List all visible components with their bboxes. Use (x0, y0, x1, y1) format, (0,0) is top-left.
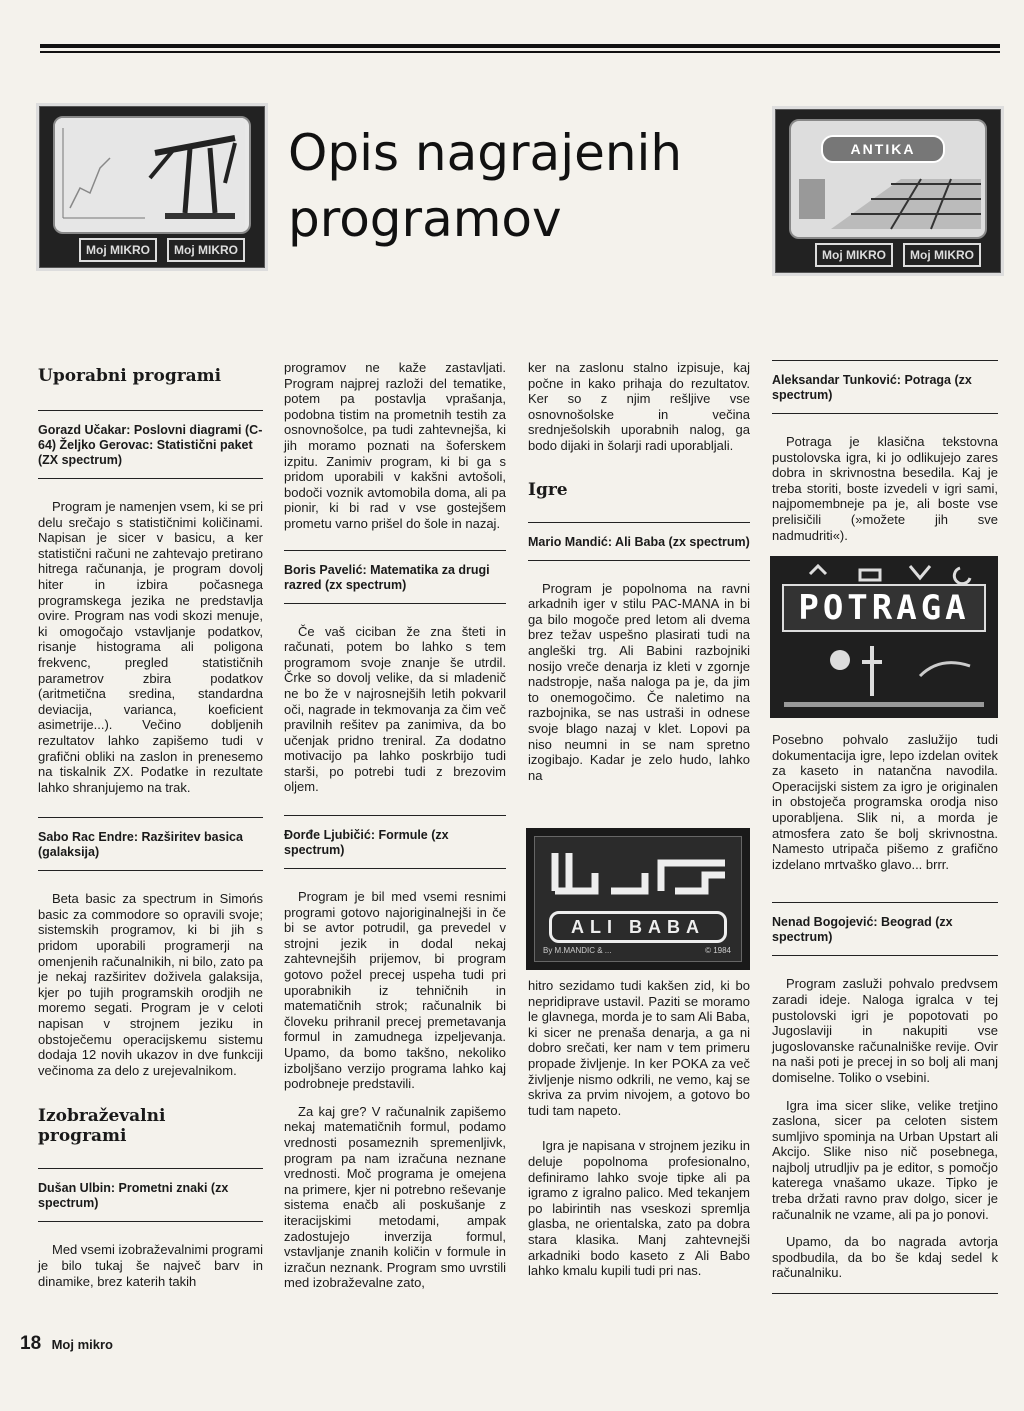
moj-mikro-logo: Moj MIKRO (79, 238, 157, 262)
divider (772, 1293, 998, 1294)
article-author: Aleksandar Tunković: Potraga (zx spectrum) (772, 360, 998, 414)
page-title (288, 120, 682, 252)
page-footer (20, 1333, 113, 1355)
column-4-lower (772, 732, 998, 1294)
magazine-name: Moj mikro (51, 1337, 113, 1352)
article-author: Nenad Bogojević: Beograd (zx spectrum) (772, 902, 998, 956)
column-4 (772, 360, 998, 555)
article-text: Upamo, da bo nagrada avtorja spodbudila, da bo še kdaj sedel k računalniku. (772, 1234, 998, 1281)
robot-graphic (55, 118, 245, 230)
column-3-lower (528, 978, 750, 1291)
arabic-logo-graphic (535, 843, 741, 903)
potraga-graphic (770, 556, 998, 718)
article-text: Beta basic za spectrum in Simońs basic za commodore so opravili svoje; sistemskih programov, ki bi jih s pridom uporabili programerji na omenjenih računalnikih, ni bilo, zato pa je nekaj razširitev doživela galaksija, kjer po tujih programskih orodjih ne moremo segati. Program je v celoti napisan v strojnem jeziku in obstoječemu operacijskemu sistemu dodaja 12 novih ukazov in dve funkciji večinoma za delo z urejevalnikom. (38, 891, 263, 1078)
article-text: Program je bil med vsemi resnimi programi gotovo najoriginalnejši in če bi se avtor potrudil, ga prevedel v strojni jezik in dodal nekaj zahtevnejših prijemov, bi program gotovo požel precej uspeha tudi pri uporabnikih iz tehničnih in matematičnih strok; računalnik bi človeku prihranil precej premetavanja formul in zamudnega izpeljevanja. Upamo, da bomo takšno, nekoliko izboljšano verzijo programa lahko kaj podrobneje predstavili. (284, 889, 506, 1092)
article-text: Za kaj gre? V računalnik zapišemo nekaj matematičnih formul, podamo vrednosti posameznih spremenljivk, program pa nam izračuna neznane vrednosti. Moč programa je omejena na primere, kjer ni potrebno reševanje sistema enačb ali poskušanje z iteracijskimi metodami, ampak zadostujejo inverzija formul, vstavljanje znanih količin v formule in izračun neznank. Program smo uvrstili med izobraževalne zato, (284, 1103, 506, 1291)
article-text: Program zasluži pohvalo predvsem zaradi ideje. Naloga igralca v tej pustolovski igri je popotovati po Jugoslaviji in nakupiti vse jugoslovanske računalniške revije. Ovir na naši poti je precej in so bolj ali manj domiselne. Toliko o vsebini. (772, 976, 998, 1085)
column-3 (528, 360, 750, 795)
top-rule (40, 44, 1000, 48)
article-author: Dušan Ulbin: Prometni znaki (zx spectrum) (38, 1168, 263, 1222)
right-screen (789, 119, 987, 239)
column-1 (38, 366, 263, 1301)
article-author: Sabo Rac Endre: Razširitev basica (galaksija) (38, 817, 263, 871)
article-text: ker na zaslonu stalno izpisuje, kaj počne in kako prihaja do rezultatov. Ker so z njim rešljive vse osnovnošolske in večina srednješolskih uporabnih nalog, ga bodo dijaki in šolarji radi uporabljali. (528, 360, 750, 453)
article-text: Posebno pohvalo zaslužijo tudi dokumentacija igre, lepo izdelan ovitek za kaseto in natančna navodila. Operacijski sistem za igro je originalen in obstoječa programska orodja niso uporabljena. Slik ni, a morda je atmosfera zato še bolj skrivnostna. Namesto utripača pišemo z grafično izdelano mrtvaško glavo... brrr. (772, 732, 998, 872)
ali-baba-title: ALI BABA (549, 911, 727, 943)
moj-mikro-logo: Moj MIKRO (815, 243, 893, 267)
article-text: programov ne kaže zastavljati. Program najprej razloži del tematike, potem pa postavlja vprašanja, podobna tistim na prometnih testih za osnovnošolce, pa tudi zahtevnejša, ki jih moramo poznati na šoferskem izpitu. Zanimiv program, ki bi ga s pridom uporabili v kakšni avtošoli, bodoči voznik avtomobila doma, ali pa pionir, ki bi rad v vse gostejšem prometu varno prišel do šole in nazaj. (284, 360, 506, 531)
article-text: Potraga je klasična tekstovna pustolovska igra, ki jo odlikujejo zares dobra in skrivnostna besedila. Kaj je treba storiti, boste izvedeli v igri sami, najpomembneje pa je, ali boste vse prelisičili (»možete jih sve nadmudriti«). (772, 434, 998, 543)
left-screenshot (36, 103, 268, 271)
chess-graphic (791, 169, 981, 239)
article-author: Đorđe Ljubičić: Formule (zx spectrum) (284, 815, 506, 869)
right-screenshot (772, 106, 1004, 276)
moj-mikro-logo: Moj MIKRO (903, 243, 981, 267)
left-screen (53, 116, 251, 234)
antika-banner: ANTIKA (821, 135, 945, 163)
section-heading: Izobraževalni programi (38, 1106, 166, 1147)
section-heading: Igre (528, 479, 568, 500)
column-2 (284, 360, 506, 1303)
page-number: 18 (20, 1333, 42, 1354)
article-text: Če vaš ciciban že zna šteti in računati, potem bo lahko s tem programom svoje znanje še utrdil. Črke so dovolj velike, da si mladenič ne bo že v najrosnejših letih pokvaril oči, nagrade in tekmovanja za čim več pravilnih rešitev pa zanimiva, da bo učenjak pridno treniral. Za dodatno motivacijo pa lahko poskrbijo tudi starši, po potrebi tudi z brezovim oljem. (284, 623, 506, 795)
article-author: Mario Mandić: Ali Baba (zx spectrum) (528, 522, 750, 561)
title-line-2: programov (288, 190, 562, 248)
article-text: Igra je napisana v strojnem jeziku in deluje popolnoma profesionalno, definiramo lahko svoje tipke ali pa igramo z igralno palico. Med tekanjem po labirintih nas vseskozi spremlja glasba, ne orientalska, zato pa dobra stara klasika. Manj zahtevnejši arkadniki bodo kaseto z Ali Babo lahko kmalu kupili tudi pri nas. (528, 1138, 750, 1279)
title-line-1: Opis nagrajenih (288, 124, 683, 182)
ali-baba-screen (534, 836, 742, 962)
moj-mikro-logo: Moj MIKRO (167, 238, 245, 262)
article-text: Program je namenjen vsem, ki se pri delu srečajo s statističnimi količinami. Napisan je sicer v basicu, a ker statistični računi ne zahtevajo pretirano hitrega računanja, je program dovolj hiter in izbira počasnega programskega jezika ne predstavlja ovire. Program nas vodi skozi menuje, ki omogočajo vstavljanje podatkov, risanje histograma ali poligona frekvenc, pregled statističnih parametrov zbira podatkov (aritmetična sredina, standardna deviacija, varianca, koeficient asimetrije...). Večino dobljenih rezultatov lahko zapišemo tudi v grafični obliki na zaslon in prenesemo na tiskalnik ZX. Podatke in rezultate lahko shranjujemo na trak. (38, 499, 263, 795)
article-text: Med vsemi izobraževalnimi programi je bilo tukaj še največ barv in dinamike, brez katerih takih (38, 1242, 263, 1289)
article-author: Gorazd Učakar: Poslovni diagrami (C-64) Željko Gerovac: Statistični paket (ZX spectrum) (38, 410, 263, 479)
article-text: Program je popolnoma na ravni arkadnih iger v stilu PAC-MANA in bi ga bilo mogoče pred letom ali dvema brez težav uspešno plasirati tudi na angleški trg. Ali Babini razbojniki nosijo vreče denarja iz kleti v zgornje nadstropje, naša naloga pa je, da jim to onemogočimo. Če naletimo na razbojnika, se nas ustraši in odnese svoje blago nazaj v klet. Lopovi pa niso neumni in se nam spretno izogibajo. Kadar je zelo hudo, lahko na (528, 580, 750, 783)
article-text: hitro sezidamo tudi kakšen zid, ki bo nepridiprave ustavil. Paziti se moramo le glavnega, morda je to sam Ali Baba, ki sicer ne prenaša denarja, a ga ni dobro srečati, ker nam v tem primeru propade življenje. In ker POKA za več življenje nismo odkrili, ne vemo, kaj se skriva za prvim nivojem, a gotovo bo tudi tam napeto. (528, 978, 750, 1118)
ali-baba-year: © 1984 (705, 946, 731, 955)
ali-baba-screenshot (526, 828, 750, 970)
article-text: Igra ima sicer slike, velike tretjino zaslona, sicer pa celoten sistem sumljivo spominja na Urban Upstart ali Akcijo. Slike niso nič posebnega, najbolj utrudljiv pa je editor, s pomočjo katerega vnašamo ukaze. Tipko je treba držati ravno prav dolgo, sicer je računalnik ne vzame, ali pa jo ponovi. (772, 1097, 998, 1222)
top-rule-thin (40, 51, 1000, 53)
potraga-screenshot (770, 556, 998, 718)
potraga-title: POTRAGA (782, 584, 986, 632)
ali-baba-credit: By M.MANDIC & ... (543, 946, 612, 955)
section-heading: Uporabni programi (38, 366, 222, 386)
article-author: Boris Pavelić: Matematika za drugi razred (zx spectrum) (284, 550, 506, 604)
